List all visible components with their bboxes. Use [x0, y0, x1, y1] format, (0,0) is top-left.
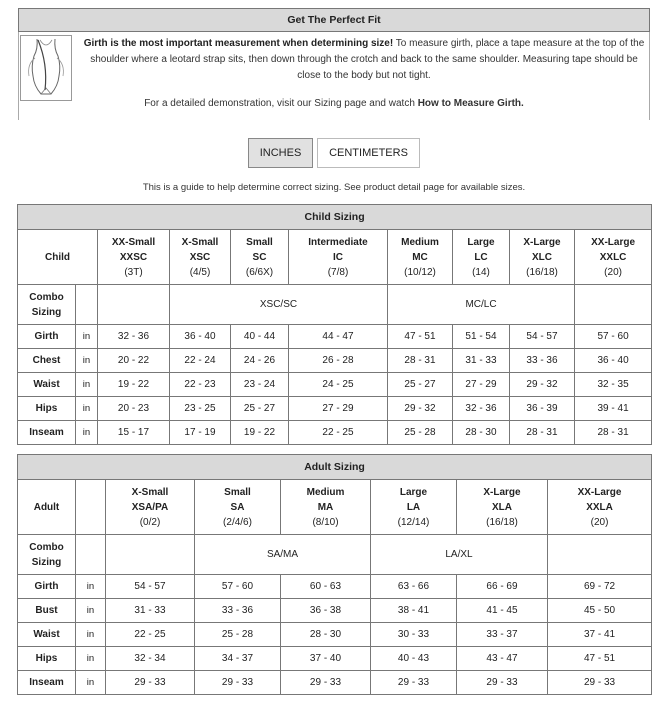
- value-cell: 22 - 23: [170, 373, 231, 397]
- girth-emphasis: Girth is the most important measurement when determining size!: [83, 38, 394, 49]
- value-cell: 17 - 19: [170, 421, 231, 445]
- child-sizing-title: Child Sizing: [18, 205, 652, 230]
- value-cell: 39 - 41: [575, 397, 652, 421]
- value-cell: 37 - 40: [281, 647, 371, 671]
- value-cell: 37 - 41: [548, 623, 652, 647]
- value-cell: 23 - 24: [231, 373, 289, 397]
- value-cell: 28 - 30: [281, 623, 371, 647]
- value-cell: 24 - 25: [289, 373, 388, 397]
- value-cell: 22 - 25: [106, 623, 195, 647]
- table-row: [18, 599, 652, 623]
- value-cell: 27 - 29: [289, 397, 388, 421]
- value-cell: 60 - 63: [281, 575, 371, 599]
- unit-cell: in: [76, 575, 106, 599]
- table-row: [18, 421, 652, 445]
- adult-size-header: Medium MA (8/10): [281, 480, 371, 535]
- child-size-header: Intermediate IC (7/8): [289, 230, 388, 285]
- value-cell: 22 - 24: [170, 349, 231, 373]
- value-cell: 25 - 27: [388, 373, 453, 397]
- adult-sizing-table: [17, 454, 652, 695]
- child-combo-cell: XSC/SC: [170, 285, 388, 325]
- value-cell: 19 - 22: [98, 373, 170, 397]
- value-cell: 34 - 37: [195, 647, 281, 671]
- value-cell: 19 - 22: [231, 421, 289, 445]
- row-label: Hips: [18, 647, 76, 671]
- empty-cell: [76, 480, 106, 535]
- leotard-measurement-figure: [20, 35, 72, 101]
- value-cell: 29 - 33: [457, 671, 548, 695]
- inches-button[interactable]: INCHES: [248, 138, 313, 168]
- value-cell: 29 - 33: [106, 671, 195, 695]
- value-cell: 22 - 25: [289, 421, 388, 445]
- table-row: [18, 325, 652, 349]
- value-cell: 63 - 66: [371, 575, 457, 599]
- child-corner-label: Child: [18, 230, 98, 285]
- child-size-header: Medium MC (10/12): [388, 230, 453, 285]
- value-cell: 33 - 36: [195, 599, 281, 623]
- value-cell: 25 - 27: [231, 397, 289, 421]
- table-row: [18, 623, 652, 647]
- child-size-header: Large LC (14): [453, 230, 510, 285]
- unit-cell: in: [76, 421, 98, 445]
- value-cell: 29 - 32: [388, 397, 453, 421]
- value-cell: 43 - 47: [457, 647, 548, 671]
- empty-cell: [548, 535, 652, 575]
- value-cell: 40 - 43: [371, 647, 457, 671]
- table-row: [18, 671, 652, 695]
- unit-cell: in: [76, 599, 106, 623]
- adult-combo-label: Combo Sizing: [18, 535, 76, 575]
- value-cell: 30 - 33: [371, 623, 457, 647]
- value-cell: 28 - 31: [388, 349, 453, 373]
- demo-text: For a detailed demonstration, visit our Sizing page and watch: [144, 98, 418, 109]
- child-size-header: XX-Large XXLC (20): [575, 230, 652, 285]
- value-cell: 36 - 40: [575, 349, 652, 373]
- row-label: Waist: [18, 623, 76, 647]
- unit-cell: in: [76, 671, 106, 695]
- value-cell: 29 - 33: [371, 671, 457, 695]
- value-cell: 20 - 22: [98, 349, 170, 373]
- unit-cell: in: [76, 397, 98, 421]
- child-size-header: X-Small XSC (4/5): [170, 230, 231, 285]
- value-cell: 32 - 36: [453, 397, 510, 421]
- table-row: [18, 349, 652, 373]
- empty-cell: [76, 535, 106, 575]
- adult-sizing-title: Adult Sizing: [18, 455, 652, 480]
- fit-section-title: Get The Perfect Fit: [18, 8, 650, 32]
- value-cell: 31 - 33: [106, 599, 195, 623]
- value-cell: 32 - 35: [575, 373, 652, 397]
- value-cell: 29 - 33: [195, 671, 281, 695]
- child-size-header: X-Large XLC (16/18): [510, 230, 575, 285]
- value-cell: 24 - 26: [231, 349, 289, 373]
- empty-cell: [76, 285, 98, 325]
- empty-cell: [98, 285, 170, 325]
- value-cell: 25 - 28: [388, 421, 453, 445]
- value-cell: 27 - 29: [453, 373, 510, 397]
- adult-size-header: X-Small XSA/PA (0/2): [106, 480, 195, 535]
- table-row: [18, 647, 652, 671]
- unit-cell: in: [76, 623, 106, 647]
- child-combo-cell: MC/LC: [388, 285, 575, 325]
- empty-cell: [575, 285, 652, 325]
- value-cell: 57 - 60: [195, 575, 281, 599]
- table-row: [18, 575, 652, 599]
- adult-size-header: X-Large XLA (16/18): [457, 480, 548, 535]
- value-cell: 28 - 30: [453, 421, 510, 445]
- unit-cell: in: [76, 373, 98, 397]
- row-label: Girth: [18, 325, 76, 349]
- value-cell: 28 - 31: [510, 421, 575, 445]
- value-cell: 33 - 36: [510, 349, 575, 373]
- value-cell: 32 - 36: [98, 325, 170, 349]
- value-cell: 23 - 25: [170, 397, 231, 421]
- value-cell: 36 - 39: [510, 397, 575, 421]
- value-cell: 36 - 40: [170, 325, 231, 349]
- value-cell: 29 - 33: [548, 671, 652, 695]
- row-label: Inseam: [18, 671, 76, 695]
- adult-size-header: Large LA (12/14): [371, 480, 457, 535]
- row-label: Waist: [18, 373, 76, 397]
- value-cell: 31 - 33: [453, 349, 510, 373]
- leotard-icon: [21, 36, 71, 100]
- row-label: Bust: [18, 599, 76, 623]
- value-cell: 29 - 33: [281, 671, 371, 695]
- value-cell: 41 - 45: [457, 599, 548, 623]
- value-cell: 25 - 28: [195, 623, 281, 647]
- value-cell: 69 - 72: [548, 575, 652, 599]
- adult-size-header: Small SA (2/4/6): [195, 480, 281, 535]
- unit-cell: in: [76, 349, 98, 373]
- girth-instructions: [80, 36, 648, 84]
- value-cell: 28 - 31: [575, 421, 652, 445]
- value-cell: 32 - 34: [106, 647, 195, 671]
- value-cell: 57 - 60: [575, 325, 652, 349]
- adult-combo-cell: SA/MA: [195, 535, 371, 575]
- table-row: [18, 397, 652, 421]
- empty-cell: [106, 535, 195, 575]
- row-label: Hips: [18, 397, 76, 421]
- child-sizing-table: [17, 204, 652, 445]
- value-cell: 36 - 38: [281, 599, 371, 623]
- adult-corner-label: Adult: [18, 480, 76, 535]
- value-cell: 40 - 44: [231, 325, 289, 349]
- child-size-header: XX-Small XXSC (3T): [98, 230, 170, 285]
- value-cell: 20 - 23: [98, 397, 170, 421]
- value-cell: 26 - 28: [289, 349, 388, 373]
- value-cell: 54 - 57: [510, 325, 575, 349]
- value-cell: 29 - 32: [510, 373, 575, 397]
- value-cell: 66 - 69: [457, 575, 548, 599]
- adult-size-header: XX-Large XXLA (20): [548, 480, 652, 535]
- girth-instructions-text: To measure girth, place a tape measure at the top of the shoulder where a leotard strap sits, then down through the crotch and back to the same shoulder. Measuring tape should be close to the body but not tight.: [90, 38, 645, 81]
- value-cell: 33 - 37: [457, 623, 548, 647]
- value-cell: 38 - 41: [371, 599, 457, 623]
- row-label: Chest: [18, 349, 76, 373]
- table-row: [18, 373, 652, 397]
- value-cell: 51 - 54: [453, 325, 510, 349]
- row-label: Inseam: [18, 421, 76, 445]
- child-size-header: Small SC (6/6X): [231, 230, 289, 285]
- adult-combo-cell: LA/XL: [371, 535, 548, 575]
- child-combo-label: Combo Sizing: [18, 285, 76, 325]
- unit-cell: in: [76, 325, 98, 349]
- value-cell: 44 - 47: [289, 325, 388, 349]
- row-label: Girth: [18, 575, 76, 599]
- centimeters-button[interactable]: CENTIMETERS: [317, 138, 420, 168]
- how-to-measure-link[interactable]: How to Measure Girth.: [417, 98, 524, 109]
- value-cell: 47 - 51: [548, 647, 652, 671]
- sizing-guide-note: This is a guide to help determine correct sizing. See product detail page for available sizes.: [142, 182, 526, 193]
- value-cell: 15 - 17: [98, 421, 170, 445]
- demo-note: [18, 98, 650, 109]
- value-cell: 45 - 50: [548, 599, 652, 623]
- unit-cell: in: [76, 647, 106, 671]
- value-cell: 47 - 51: [388, 325, 453, 349]
- value-cell: 54 - 57: [106, 575, 195, 599]
